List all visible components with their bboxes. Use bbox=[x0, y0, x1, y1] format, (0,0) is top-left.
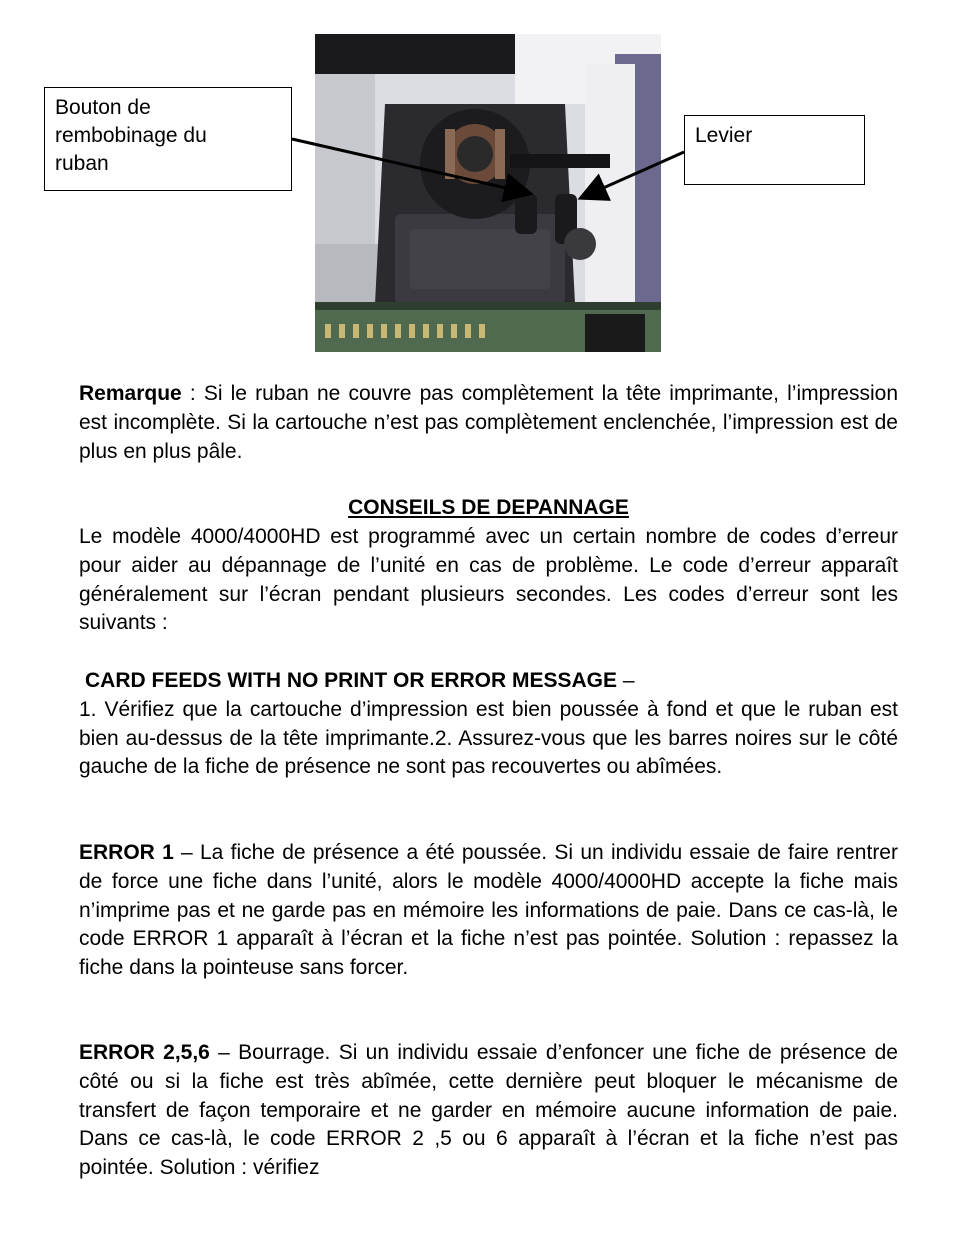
section-title: CONSEILS DE DEPANNAGE bbox=[348, 496, 629, 519]
card-feeds-text: 1. Vérifiez que la cartouche d’impression est bien poussée à fond et que le ruban est bien au-dessus de la tête imprimante.2. Assurez-vous que les barres noires sur le côté gauche de la fiche de présence ne sont pas recouvertes ou abîmées. bbox=[79, 697, 898, 779]
error256-label: ERROR 2,5,6 bbox=[79, 1041, 210, 1064]
printer-mechanism-illustration bbox=[315, 34, 661, 352]
callout-line: Levier bbox=[695, 124, 753, 147]
error256-paragraph bbox=[79, 1039, 898, 1183]
printer-photo bbox=[315, 34, 661, 352]
card-feeds-dash: – bbox=[617, 669, 635, 692]
callout-lever bbox=[684, 115, 865, 185]
error1-label: ERROR 1 bbox=[79, 841, 174, 864]
callout-line: Bouton de bbox=[55, 96, 151, 119]
callout-rewind-button bbox=[44, 87, 292, 191]
callout-line: ruban bbox=[55, 152, 109, 175]
error256-text: – Bourrage. Si un individu essaie d’enfoncer une fiche de présence de côté ou si la fiche est très abîmée, cette dernière peut bloquer le mécanisme de transfert de façon temporaire et ne garder en mémoire aucune information de paie. Dans ce cas-là, le code ERROR 2 ,5 ou 6 apparaît à l’écran et la fiche n’est pas pointée. Solution : vérifiez bbox=[79, 1041, 898, 1180]
card-feeds-paragraph bbox=[79, 667, 898, 782]
note-paragraph bbox=[79, 380, 898, 466]
section-intro: Le modèle 4000/4000HD est programmé avec un certain nombre de codes d’erreur pour aider au dépannage de l’unité en cas de problème. Le code d’erreur apparaît généralement sur l’écran pendant plusieurs secondes. Les codes d’erreur sont les suivants : bbox=[79, 525, 898, 635]
note-text: : Si le ruban ne couvre pas complètement la tête imprimante, l’impression est incomplète. Si la cartouche n’est pas complètement enclenchée, l’impression est de plus en plus pâle. bbox=[79, 382, 898, 463]
callout-line: rembobinage du bbox=[55, 124, 207, 147]
section-heading bbox=[79, 494, 898, 523]
error1-text: – La fiche de présence a été poussée. Si un individu essaie de faire rentrer de force une fiche dans l’unité, alors le modèle 4000/4000HD accepte la fiche mais n’imprime pas et ne garde pas en mémoire les informations de paie. Dans ce cas-là, le code ERROR 1 apparaît à l’écran et la fiche n’est pas pointée. Solution : repassez la fiche dans la pointeuse sans forcer. bbox=[79, 841, 898, 980]
card-feeds-title: CARD FEEDS WITH NO PRINT OR ERROR MESSAGE bbox=[85, 669, 618, 692]
note-label: Remarque bbox=[79, 382, 182, 405]
card-feeds-heading-line bbox=[79, 667, 898, 696]
error1-paragraph bbox=[79, 839, 898, 983]
